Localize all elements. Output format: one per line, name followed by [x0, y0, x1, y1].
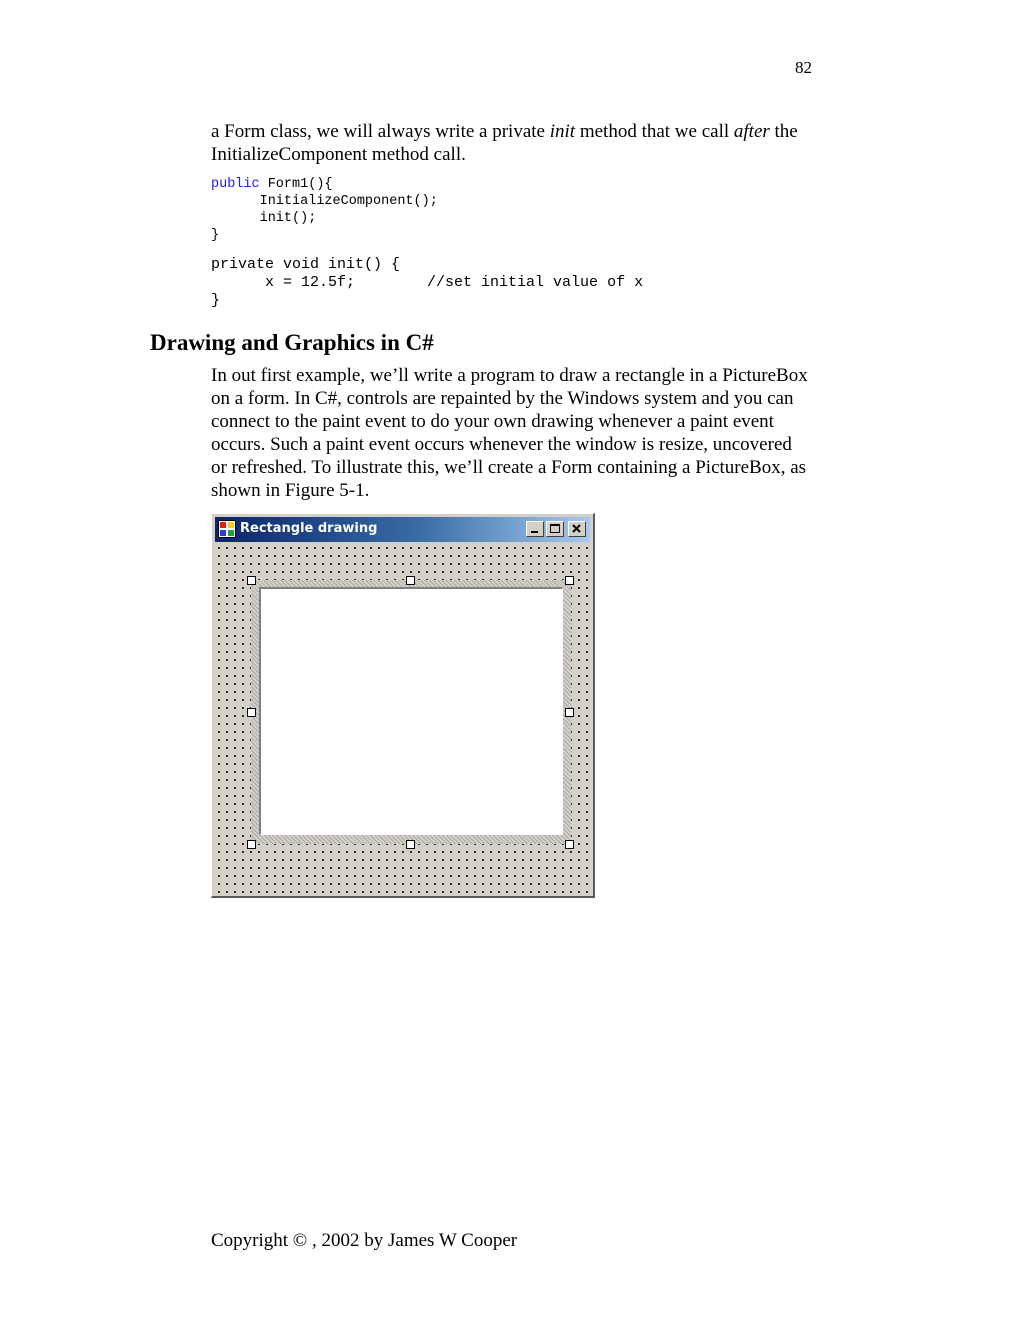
maximize-button[interactable]	[546, 521, 564, 537]
section-heading: Drawing and Graphics in C#	[150, 330, 434, 355]
code-line-4: }	[211, 228, 220, 243]
resize-handle-bottom[interactable]	[406, 840, 415, 849]
resize-handle-top-left[interactable]	[247, 576, 256, 585]
code-line-1: private void init() {	[211, 256, 401, 273]
page-number: 82	[795, 58, 812, 77]
picturebox-selection-frame[interactable]	[251, 580, 571, 844]
code-block-constructor	[211, 176, 438, 244]
form-designer-window	[211, 513, 595, 898]
intro-paragraph	[211, 120, 811, 166]
code-line-1: Form1(){	[259, 177, 333, 192]
code-line-3: init();	[211, 211, 317, 226]
resize-handle-right[interactable]	[565, 708, 574, 717]
resize-handle-left[interactable]	[247, 708, 256, 717]
maximize-icon	[547, 522, 563, 536]
intro-emphasis-after: after	[733, 121, 770, 142]
close-icon	[569, 522, 585, 536]
body-paragraph: In out first example, we’ll write a program to draw a rectangle in a PictureBox on a form. In C#, controls are repainted by the Windows system and you can connect to the paint event to do your own drawing whenever a paint event occurs. Such a paint event occurs whenever the window is resize, uncovered or refreshed. To illustrate this, we’ll create a Form containing a PictureBox, as shown in Figure 5-1.	[211, 365, 808, 501]
resize-handle-top[interactable]	[406, 576, 415, 585]
code-line-3: }	[211, 292, 221, 309]
window-titlebar[interactable]	[215, 517, 590, 542]
minimize-icon	[527, 522, 543, 536]
resize-handle-top-right[interactable]	[565, 576, 574, 585]
code-line-2: InitializeComponent();	[211, 194, 438, 209]
intro-emphasis-init: init	[549, 121, 576, 142]
minimize-button[interactable]	[526, 521, 544, 537]
window-title: Rectangle drawing	[240, 521, 378, 536]
form-client-area[interactable]	[215, 544, 590, 893]
intro-text-2: method that we call	[575, 121, 734, 142]
code-keyword-public: public	[211, 177, 260, 192]
resize-handle-bottom-left[interactable]	[247, 840, 256, 849]
picturebox[interactable]	[259, 587, 563, 835]
close-button[interactable]	[568, 521, 586, 537]
copyright-footer: Copyright © , 2002 by James W Cooper	[211, 1230, 518, 1251]
code-line-2: x = 12.5f; //set initial value of x	[211, 274, 644, 291]
intro-text-3: the InitializeComponent method call.	[211, 121, 798, 165]
code-block-init	[211, 256, 643, 310]
app-icon	[218, 520, 236, 538]
intro-text-1: a Form class, we will always write a private	[211, 121, 550, 142]
resize-handle-bottom-right[interactable]	[565, 840, 574, 849]
